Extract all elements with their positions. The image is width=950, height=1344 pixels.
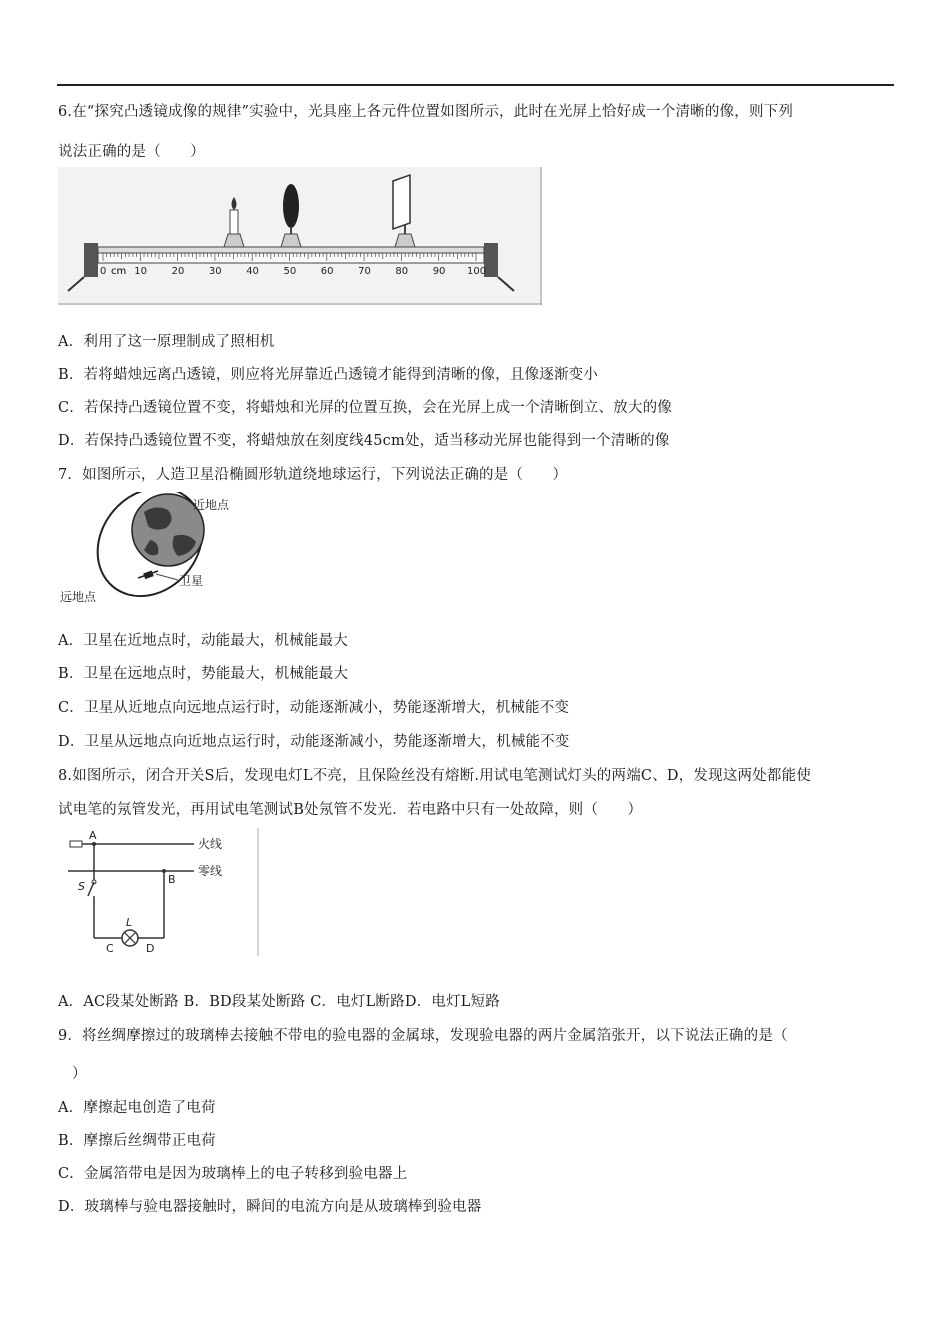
satellite-label: 卫星 [179,574,204,588]
candle-holder [224,234,244,247]
switch-label: S [78,880,85,893]
q7-option-c: C．卫星从近地点向远地点运行时，动能逐渐减小，势能逐渐增大，机械能不变 [58,700,570,716]
q6-stem-line1: 6.在“探究凸透镜成像的规律”实验中，光具座上各元件位置如图所示，此时在光屏上恰好成一个清晰的像，则下列 [58,104,794,120]
fuse [70,841,82,847]
satellite-leader-line [156,574,178,580]
satellite-orbit-svg [58,492,258,607]
scale-tick-label: 30 [208,266,222,277]
optical-bench-svg [58,167,542,305]
q6-option-a: A．利用了这一原理制成了照相机 [58,334,275,350]
q7-option-b: B．卫星在远地点时，势能最大，机械能最大 [58,666,349,682]
q9-stem-line1: 9．将丝绸摩擦过的玻璃棒去接触不带电的验电器的金属球，发现验电器的两片金属箔张开，以下说法正确的是（ [58,1028,788,1044]
point-a-label: A [89,829,97,842]
point-b-dot [162,869,166,873]
apogee-label: 远地点 [60,590,97,604]
header-rule [57,84,894,86]
screen-holder [395,234,415,247]
lens-holder [281,234,301,247]
q6-option-d: D．若保持凸透镜位置不变，将蜡烛放在刻度线45cm处，适当移动光屏也能得到一个清晰的像 [58,433,670,449]
scale-tick-label: 60 [320,266,334,277]
q9-option-c: C．金属箔带电是因为玻璃棒上的电子转移到验电器上 [58,1166,408,1182]
convex-lens [283,184,299,228]
q6-option-b: B．若将蜡烛远离凸透镜，则应将光屏靠近凸透镜才能得到清晰的像，且像逐渐变小 [58,367,599,383]
switch-blade [88,882,94,896]
figure-background [58,167,542,305]
scale-tick-label: 70 [358,266,371,277]
scale-tick-label: 10 [134,266,148,277]
neutral-wire-label: 零线 [198,864,223,878]
scale-tick-label: 90 [432,266,446,277]
candle-body [230,210,238,234]
q9-stem-line2: ） [72,1066,87,1082]
q6-stem-line2: 说法正确的是（ ） [58,144,205,160]
right-support [484,243,498,277]
live-wire-label: 火线 [198,837,223,851]
satellite-orbit-figure [58,492,258,607]
q6-option-c: C．若保持凸透镜位置不变，将蜡烛和光屏的位置互换，会在光屏上成一个清晰倒立、放大的像 [58,400,672,416]
q9-option-b: B．摩擦后丝绸带正电荷 [58,1133,216,1149]
left-support [84,243,98,277]
scale-tick-label: 20 [171,266,185,277]
scale-tick-label: 50 [283,266,297,277]
scale-tick-label: 0 [100,266,107,277]
q9-option-a: A．摩擦起电创造了电荷 [58,1100,216,1116]
household-circuit-svg [58,828,262,956]
optical-bench-figure [58,167,542,305]
q7-option-a: A．卫星在近地点时，动能最大，机械能最大 [58,633,348,649]
q8-stem-line1: 8.如图所示，闭合开关S后，发现电灯L不亮，且保险丝没有熔断.用试电笔测试灯头的两端C、D，发现这两处都能使 [58,768,812,784]
scale-tick-label: 100 [467,266,487,277]
point-b-label: B [168,873,176,886]
unit-label: cm [111,266,127,277]
q8-options: A．AC段某处断路 B．BD段某处断路 C．电灯L断路D．电灯L短路 [58,994,500,1010]
scale-tick-label: 40 [246,266,259,277]
q9-option-d: D．玻璃棒与验电器接触时，瞬间的电流方向是从玻璃棒到验电器 [58,1199,482,1215]
rail-top [98,247,484,253]
lamp-label: L [126,916,133,929]
perigee-label: 近地点 [193,498,230,512]
q8-stem-line2: 试电笔的氖管发光，再用试电笔测试B处氖管不发光．若电路中只有一处故障，则（ ） [58,802,643,818]
q7-stem: 7．如图所示，人造卫星沿椭圆形轨道绕地球运行，下列说法正确的是（ ） [58,467,568,483]
scale-tick-label: 80 [395,266,409,277]
rail-scale [98,253,484,263]
point-d-label: D [146,942,155,955]
light-screen [393,175,410,229]
point-c-label: C [106,942,114,955]
q7-option-d: D．卫星从远地点向近地点运行时，动能逐渐减小，势能逐渐增大，机械能不变 [58,734,570,750]
household-circuit-figure [58,828,262,956]
